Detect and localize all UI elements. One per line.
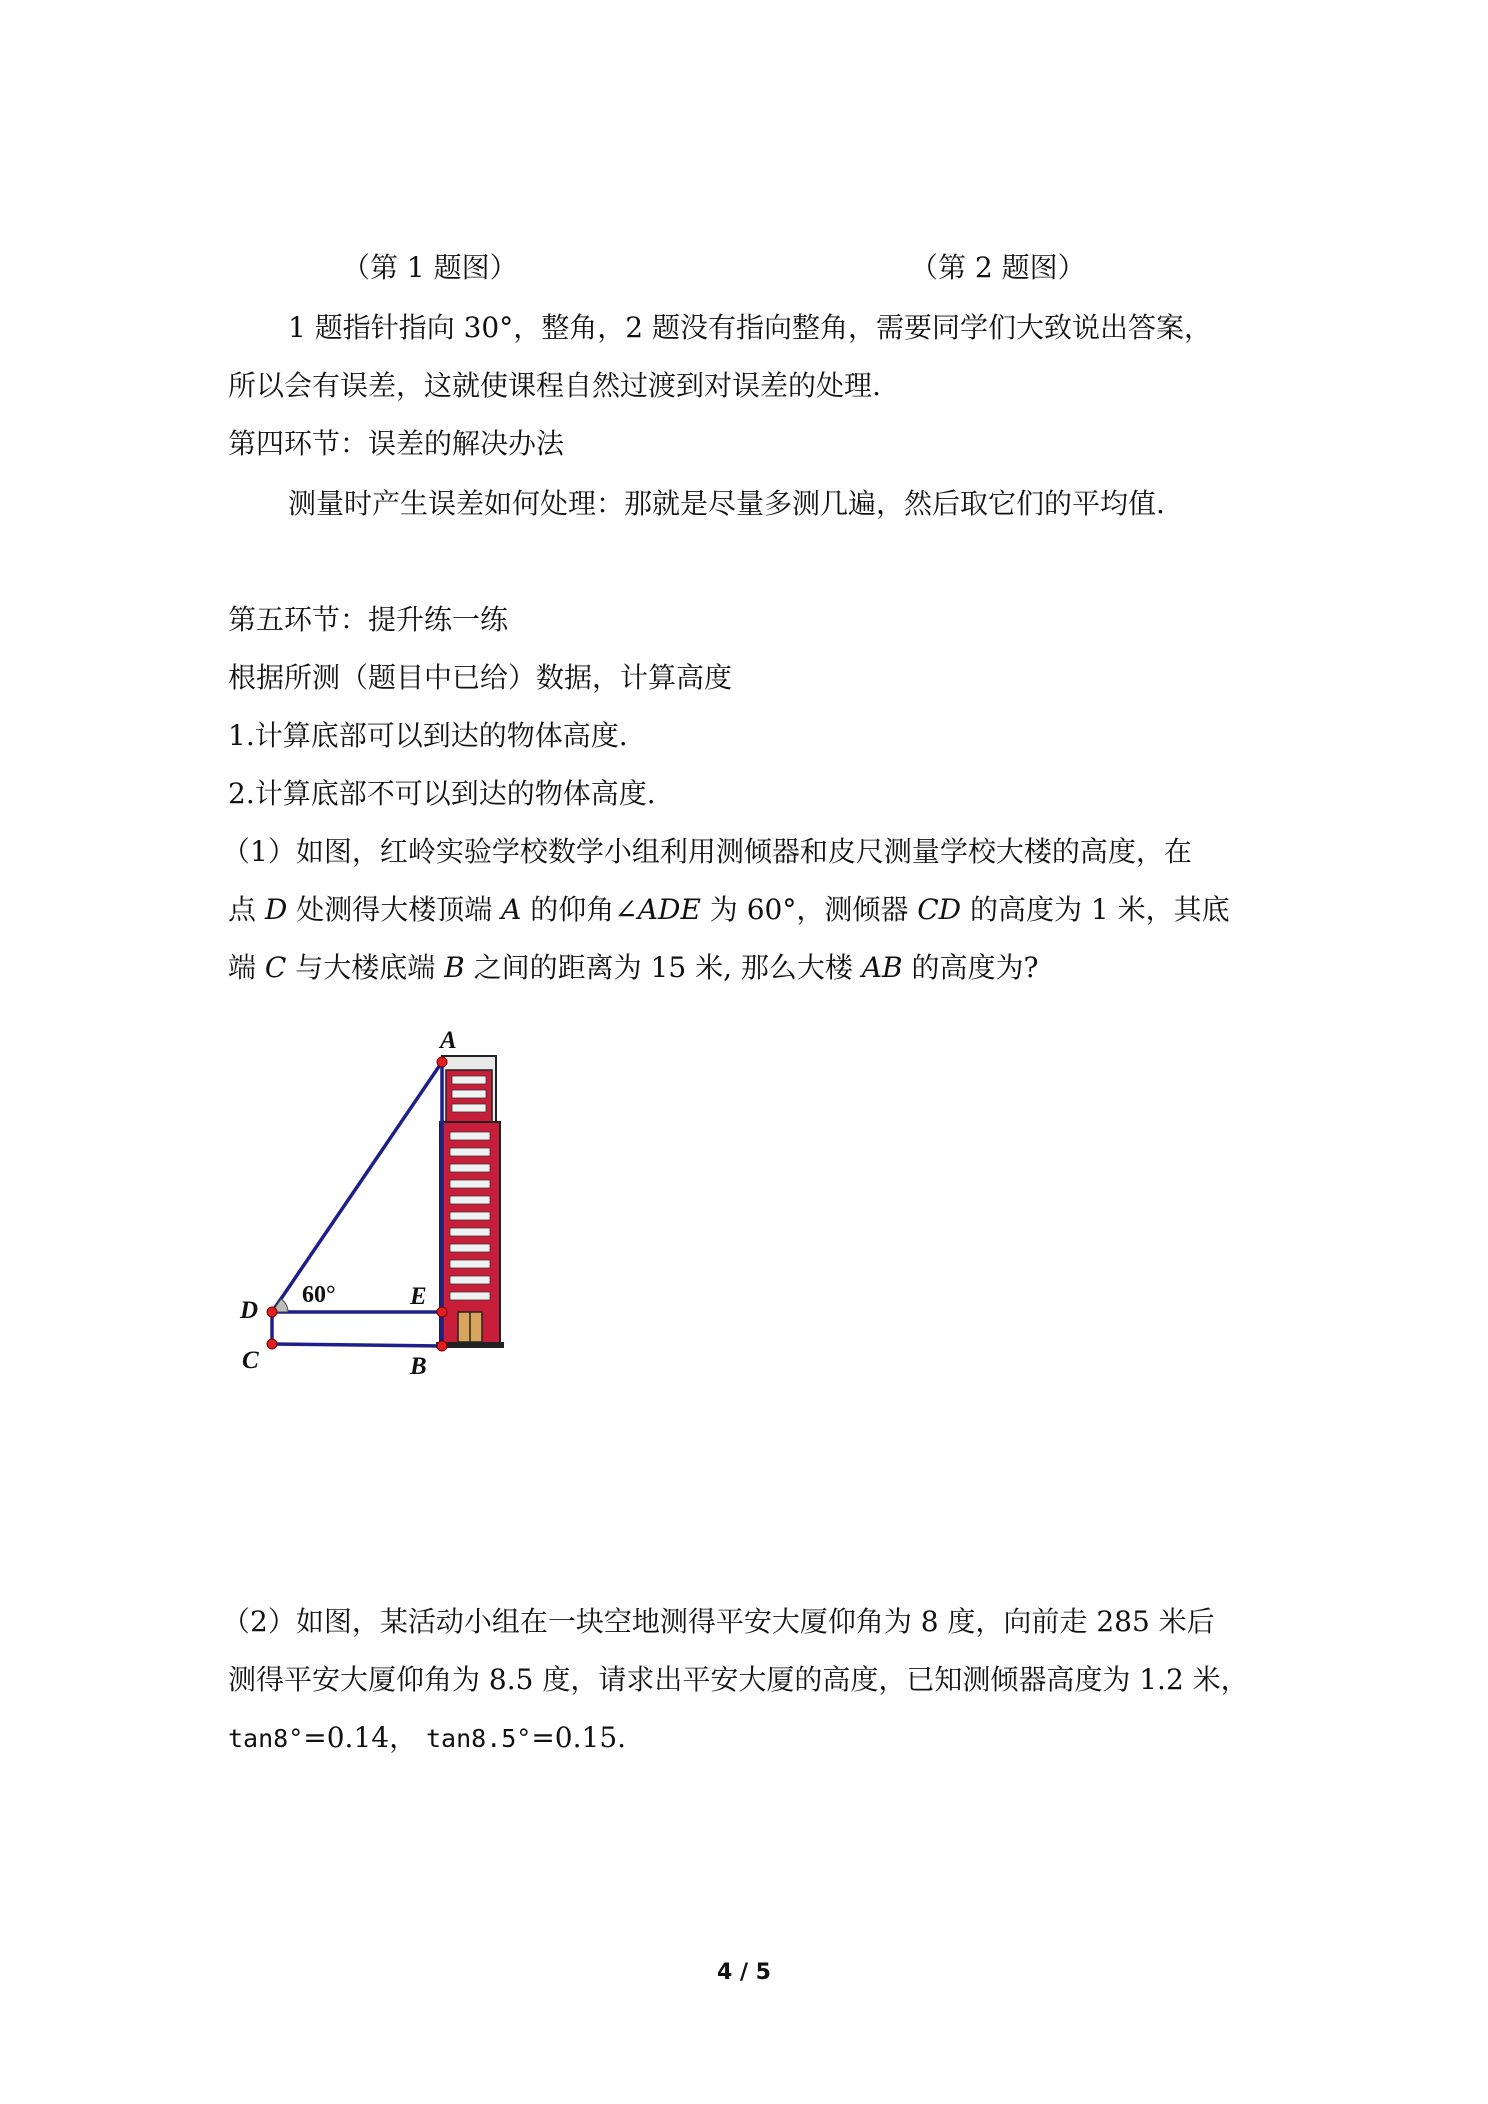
page-number: 4 / 5 xyxy=(717,1960,771,1985)
paragraph-line: 测量时产生误差如何处理：那就是尽量多测几遍，然后取它们的平均值. xyxy=(288,487,1165,520)
problem2-line3: tan8°=0.14， tan8.5°=0.15. xyxy=(228,1721,627,1754)
problem2-line1: （2）如图，某活动小组在一块空地测得平安大厦仰角为 8 度，向前走 285 米后 xyxy=(222,1605,1215,1638)
building-icon xyxy=(436,1056,504,1348)
paragraph-line: 根据所测（题目中已给）数据，计算高度 xyxy=(228,661,733,694)
label-D: D xyxy=(240,1297,259,1324)
problem1-line1: （1）如图，红岭实验学校数学小组利用测倾器和皮尺测量学校大楼的高度，在 xyxy=(222,835,1192,868)
label-E: E xyxy=(410,1283,427,1310)
problem1-line2: 点 D 处测得大楼顶端 A 的仰角∠ADE 为 60°，测倾器 CD 的高度为 1 米，其底 xyxy=(228,893,1230,926)
line-CB xyxy=(272,1344,442,1346)
label-C: C xyxy=(242,1347,259,1374)
figure2-caption: （第 2 题图） xyxy=(910,251,1086,284)
section-heading: 第五环节：提升练一练 xyxy=(228,603,509,636)
paragraph-line: 所以会有误差，这就使课程自然过渡到对误差的处理. xyxy=(228,369,881,402)
section-heading: 第四环节：误差的解决办法 xyxy=(228,427,565,460)
figure1-caption: （第 1 题图） xyxy=(342,251,518,284)
point-A xyxy=(437,1057,447,1067)
label-B: B xyxy=(410,1353,427,1380)
building-triangle-figure xyxy=(220,1012,520,1392)
line-DA xyxy=(272,1062,442,1312)
list-item: 2.计算底部不可以到达的物体高度. xyxy=(228,777,656,810)
point-B xyxy=(437,1341,447,1351)
list-item: 1.计算底部可以到达的物体高度. xyxy=(228,719,628,752)
problem2-line2: 测得平安大厦仰角为 8.5 度，请求出平安大厦的高度，已知测倾器高度为 1.2 米， xyxy=(228,1663,1249,1696)
problem1-line3: 端 C 与大楼底端 B 之间的距离为 15 米, 那么大楼 AB 的高度为? xyxy=(228,951,1039,984)
angle-label: 60° xyxy=(302,1282,336,1308)
label-A: A xyxy=(440,1027,457,1054)
point-E xyxy=(437,1307,447,1317)
paragraph-line: 1 题指针指向 30°，整角，2 题没有指向整角，需要同学们大致说出答案， xyxy=(288,311,1212,344)
point-D xyxy=(267,1307,277,1317)
point-C xyxy=(267,1339,277,1349)
